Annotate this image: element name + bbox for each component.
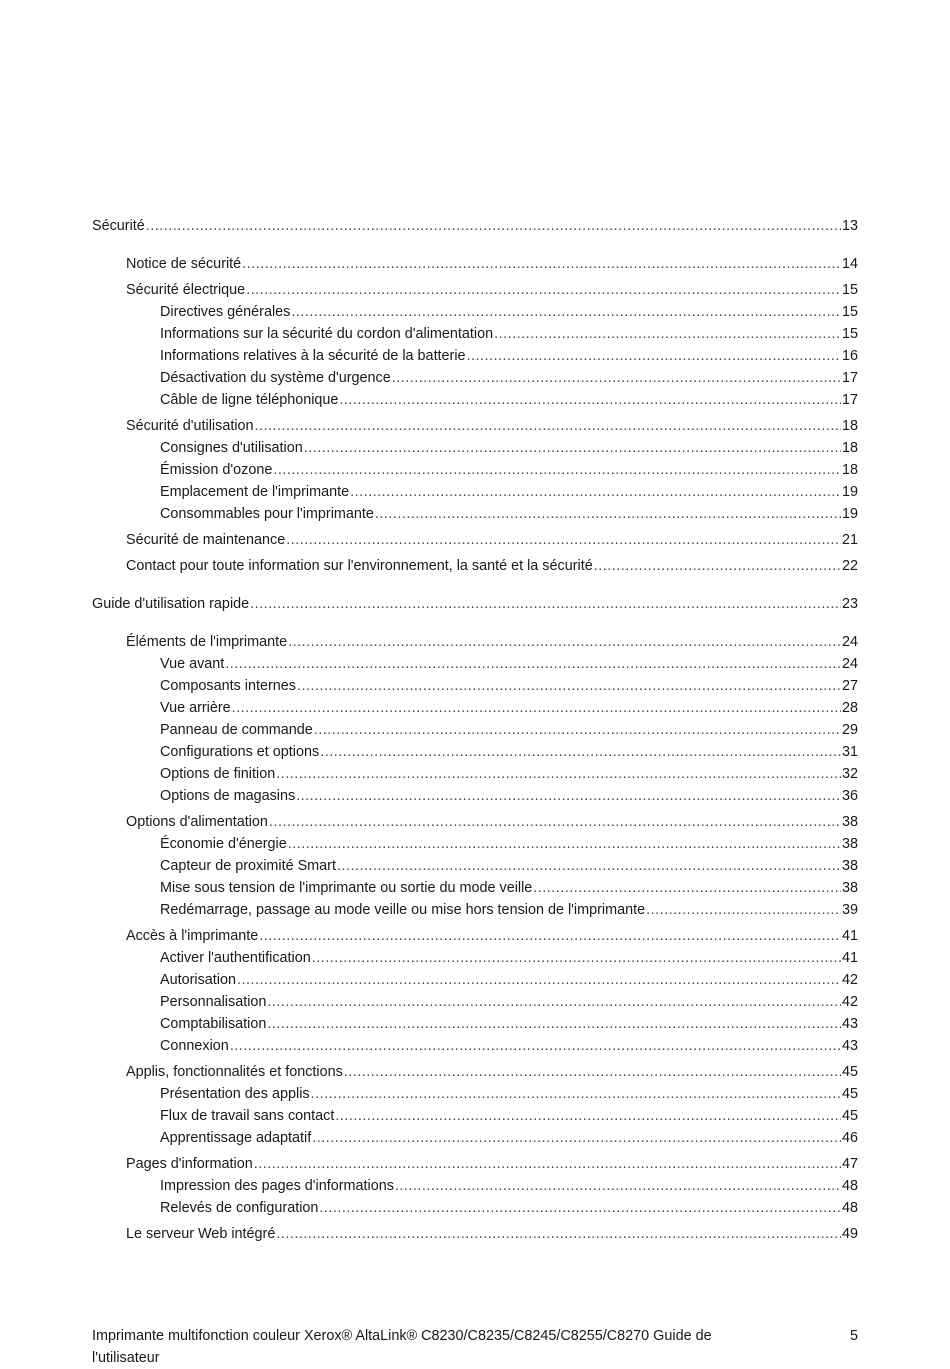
toc-dot-leader [246,279,841,301]
toc-entry-title: Émission d'ozone [160,462,273,478]
toc-entry[interactable] [92,1153,858,1175]
toc-entry-page: 29 [841,722,858,738]
toc-dot-leader [276,763,841,785]
footer-page-number: 5 [849,1328,858,1344]
toc-entry-title: Guide d'utilisation rapide [92,596,250,612]
toc-dot-leader [375,503,841,525]
toc-entry-page: 21 [841,532,858,548]
toc-entry-title: Directives générales [160,304,291,320]
toc-entry[interactable] [92,1061,858,1083]
toc-dot-leader [533,877,841,899]
toc-dot-leader [594,555,841,577]
toc-dot-leader [254,1153,841,1175]
toc-entry[interactable] [92,481,858,503]
toc-entry-title: Flux de travail sans contact [160,1108,335,1124]
toc-entry[interactable] [92,593,858,615]
toc-entry[interactable] [92,503,858,525]
toc-entry[interactable] [92,279,858,301]
toc-entry[interactable] [92,323,858,345]
toc-entry-page: 18 [841,440,858,456]
toc-entry[interactable] [92,811,858,833]
toc-entry-title: Consignes d'utilisation [160,440,303,456]
toc-entry-page: 22 [841,558,858,574]
toc-entry-page: 41 [841,928,858,944]
toc-entry-page: 19 [841,506,858,522]
toc-entry-title: Consommables pour l'imprimante [160,506,374,522]
toc-entry[interactable] [92,415,858,437]
toc-dot-leader [344,1061,841,1083]
toc-entry-title: Configurations et options [160,744,320,760]
toc-dot-leader [291,301,841,323]
toc-dot-leader [311,1083,841,1105]
toc-entry-page: 39 [841,902,858,918]
toc-entry-page: 48 [841,1178,858,1194]
toc-entry-title: Économie d'énergie [160,836,287,852]
toc-entry[interactable] [92,925,858,947]
toc-entry-title: Connexion [160,1038,229,1054]
toc-dot-leader [288,833,841,855]
toc-entry[interactable] [92,1175,858,1197]
toc-entry-page: 15 [841,304,858,320]
toc-entry[interactable] [92,877,858,899]
toc-entry-page: 38 [841,836,858,852]
toc-entry-title: Applis, fonctionnalités et fonctions [126,1064,343,1080]
toc-dot-leader [267,991,841,1013]
toc-entry-title: Apprentissage adaptatif [160,1130,312,1146]
toc-entry-title: Comptabilisation [160,1016,267,1032]
toc-entry-title: Options de finition [160,766,276,782]
toc-entry[interactable] [92,741,858,763]
toc-dot-leader [320,741,841,763]
toc-entry-page: 24 [841,656,858,672]
toc-entry-page: 36 [841,788,858,804]
toc-dot-leader [312,947,841,969]
toc-entry[interactable] [92,631,858,653]
toc-dot-leader [339,389,841,411]
toc-entry-title: Notice de sécurité [126,256,242,272]
toc-entry-title: Vue avant [160,656,225,672]
toc-entry-title: Informations relatives à la sécurité de la batterie [160,348,466,364]
toc-dot-leader [467,345,841,367]
toc-entry-page: 24 [841,634,858,650]
toc-dot-leader [494,323,841,345]
toc-dot-leader [267,1013,841,1035]
toc-dot-leader [296,785,841,807]
toc-entry[interactable] [92,653,858,675]
toc-entry-page: 46 [841,1130,858,1146]
toc-entry-page: 13 [841,218,858,234]
toc-entry-page: 18 [841,418,858,434]
toc-entry-title: Câble de ligne téléphonique [160,392,339,408]
toc-dot-leader [350,481,841,503]
toc-entry[interactable] [92,991,858,1013]
toc-entry-page: 45 [841,1108,858,1124]
toc-entry-page: 38 [841,814,858,830]
toc-dot-leader [304,437,841,459]
toc-entry-title: Options d'alimentation [126,814,268,830]
toc-entry-title: Sécurité d'utilisation [126,418,254,434]
toc-entry-title: Le serveur Web intégré [126,1226,276,1242]
toc-entry-page: 27 [841,678,858,694]
toc-entry-page: 42 [841,972,858,988]
toc-entry-page: 43 [841,1016,858,1032]
toc-entry[interactable] [92,1083,858,1105]
toc-entry-page: 48 [841,1200,858,1216]
toc-dot-leader [273,459,841,481]
toc-entry[interactable] [92,529,858,551]
toc-entry[interactable] [92,345,858,367]
toc-entry-title: Sécurité [92,218,145,234]
toc-entry[interactable] [92,719,858,741]
toc-entry[interactable] [92,555,858,577]
toc-entry-page: 18 [841,462,858,478]
toc-dot-leader [335,1105,841,1127]
toc-entry-title: Redémarrage, passage au mode veille ou mise hors tension de l'imprimante [160,902,646,918]
toc-entry-page: 32 [841,766,858,782]
toc-dot-leader [276,1223,841,1245]
toc-entry-title: Panneau de commande [160,722,313,738]
toc-entry[interactable] [92,763,858,785]
toc-entry-page: 38 [841,858,858,874]
toc-entry-title: Pages d'information [126,1156,253,1172]
toc-entry-page: 14 [841,256,858,272]
toc-entry-title: Sécurité électrique [126,282,246,298]
toc-entry-page: 47 [841,1156,858,1172]
toc-entry-title: Présentation des applis [160,1086,310,1102]
toc-entry[interactable] [92,833,858,855]
toc-dot-leader [312,1127,841,1149]
toc-dot-leader [392,367,841,389]
toc-entry[interactable] [92,969,858,991]
toc-entry-title: Vue arrière [160,700,231,716]
toc-entry[interactable] [92,1197,858,1219]
toc-dot-leader [337,855,841,877]
footer-document-title: Imprimante multifonction couleur Xerox® AltaLink® C8230/C8235/C8245/C8255/C8270 Guide de l'utilisateur [92,1328,712,1366]
toc-entry-title: Options de magasins [160,788,296,804]
toc-entry[interactable] [92,437,858,459]
toc-entry[interactable] [92,389,858,411]
toc-entry-page: 15 [841,326,858,342]
toc-dot-leader [146,215,841,237]
toc-dot-leader [269,811,841,833]
toc-entry-page: 45 [841,1086,858,1102]
toc-entry-page: 19 [841,484,858,500]
toc-entry-page: 23 [841,596,858,612]
toc-entry-page: 45 [841,1064,858,1080]
toc-dot-leader [297,675,841,697]
toc-entry-title: Autorisation [160,972,236,988]
toc-entry[interactable] [92,947,858,969]
toc-entry[interactable] [92,785,858,807]
toc-entry-page: 43 [841,1038,858,1054]
table-of-contents [92,215,858,1245]
toc-entry-page: 38 [841,880,858,896]
toc-dot-leader [319,1197,841,1219]
toc-dot-leader [259,925,841,947]
toc-dot-leader [230,1035,841,1057]
toc-entry-page: 17 [841,370,858,386]
toc-entry-page: 17 [841,392,858,408]
toc-entry-title: Relevés de configuration [160,1200,319,1216]
toc-entry-title: Composants internes [160,678,296,694]
toc-dot-leader [232,697,841,719]
toc-entry[interactable] [92,697,858,719]
toc-dot-leader [286,529,841,551]
toc-entry-page: 42 [841,994,858,1010]
toc-entry[interactable] [92,1223,858,1245]
toc-entry-title: Sécurité de maintenance [126,532,286,548]
toc-entry-page: 28 [841,700,858,716]
toc-dot-leader [646,899,841,921]
toc-entry[interactable] [92,367,858,389]
toc-entry[interactable] [92,1035,858,1057]
toc-entry[interactable] [92,899,858,921]
toc-dot-leader [237,969,841,991]
toc-entry-title: Désactivation du système d'urgence [160,370,391,386]
toc-entry[interactable] [92,1127,858,1149]
toc-entry[interactable] [92,675,858,697]
toc-entry-title: Mise sous tension de l'imprimante ou sortie du mode veille [160,880,533,896]
toc-entry-page: 31 [841,744,858,760]
toc-entry-page: 41 [841,950,858,966]
toc-entry-title: Personnalisation [160,994,267,1010]
toc-entry-title: Capteur de proximité Smart [160,858,336,874]
toc-entry-title: Accès à l'imprimante [126,928,259,944]
toc-entry-title: Emplacement de l'imprimante [160,484,350,500]
toc-entry[interactable] [92,1013,858,1035]
toc-entry[interactable] [92,301,858,323]
toc-entry[interactable] [92,253,858,275]
toc-entry-page: 15 [841,282,858,298]
toc-dot-leader [395,1175,841,1197]
toc-entry-title: Impression des pages d'informations [160,1178,394,1194]
toc-entry-page: 16 [841,348,858,364]
toc-dot-leader [250,593,841,615]
toc-entry-title: Contact pour toute information sur l'environnement, la santé et la sécurité [126,558,593,574]
toc-dot-leader [225,653,841,675]
toc-dot-leader [314,719,841,741]
toc-entry[interactable] [92,855,858,877]
toc-entry-title: Éléments de l'imprimante [126,634,288,650]
toc-entry-title: Informations sur la sécurité du cordon d'alimentation [160,326,494,342]
toc-entry-page: 49 [841,1226,858,1242]
toc-entry[interactable] [92,1105,858,1127]
toc-entry-title: Activer l'authentification [160,950,311,966]
toc-entry[interactable] [92,459,858,481]
toc-dot-leader [288,631,841,653]
toc-entry[interactable] [92,215,858,237]
toc-dot-leader [242,253,841,275]
toc-dot-leader [255,415,841,437]
